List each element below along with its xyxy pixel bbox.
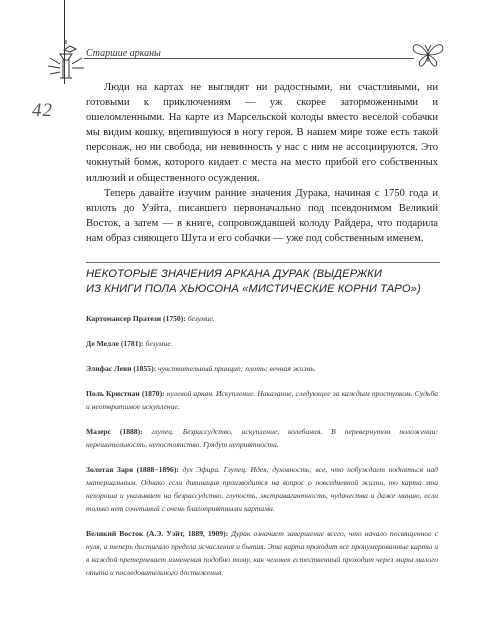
list-item: [86, 312, 438, 325]
entry-author: Элифас Леви (1855):: [86, 364, 157, 373]
list-item: [86, 463, 438, 515]
heading-line: НЕКОТОРЫЕ ЗНАЧЕНИЯ АРКАНА ДУРАК (ВЫДЕРЖКИ: [86, 268, 382, 280]
entry-meaning: чувствительный принцип; плоть; вечная жизнь.: [158, 364, 316, 373]
entry-author: Мазерс (1888):: [86, 427, 143, 436]
section-separator: [86, 262, 440, 263]
page-number: 42: [32, 100, 53, 121]
list-item: [86, 425, 438, 451]
butterfly-ornament-icon: [412, 42, 444, 68]
list-item: [86, 337, 438, 350]
paragraph: Теперь давайте изучим ранние значения Дурака, начиная с 1750 года и вплоть до Уэйта, писавшего первоначально под псевдонимом Великий Восток, а затем — в книге, сопровождавшей колоду Райдера, что подарила нам образ сияющего Шута и его собачки — уже под собственным именем.: [86, 187, 438, 244]
lamp-ornament-icon: [30, 40, 84, 90]
entry-meaning: Дурак означает завершение всего, что начало посвященное с нуля, а теперь достигало предела исчисления и бытия. Эта карта проходит все пронумерованные карты и в каждой претерпевает изменения подобно тому, как человек естественный проходит через миры малого опыта и последовательного достижения.: [86, 529, 438, 577]
running-header: Старшие арканы: [86, 48, 161, 59]
entry-meaning: нулевой аркан. Искупление. Наказание, следующее за каждым проступком. Судьба и неотвратимое искупление.: [86, 389, 438, 411]
list-item: [86, 387, 438, 413]
heading-line: ИЗ КНИГИ ПОЛА ХЬЮСОНА «МИСТИЧЕСКИЕ КОРНИ ТАРО»): [86, 283, 421, 295]
paragraph: Люди на картах не выглядят ни радостными, ни счастливыми, ни готовыми к приключениям — уж скорее заторможенными и ошеломленными. На карте из Марсельской колоды вместо веселой собачки мы видим кошку, вцепившуюся в ногу героя. В нашем мире тоже есть такой персонаж, но ни свобода, ни невинность у нас с ним не ассоциируются. Это чокнутый бомж, которого кидает с места на место прибой его собственных иллюзий и общественного осуждения.: [86, 82, 438, 184]
entry-meaning: безумие.: [145, 339, 173, 348]
list-item: [86, 527, 438, 579]
entry-meaning: глупец. Безрассудство, искупление, колебания. В перевернутом положении: нерешительность, непостоянство. Грядут неприятности.: [86, 427, 438, 449]
section-heading: [86, 267, 446, 297]
entry-author: Де Мелле (1781):: [86, 339, 144, 348]
entry-author: Поль Кристиан (1870):: [86, 389, 165, 398]
meanings-list: [86, 312, 438, 591]
list-item: [86, 362, 438, 375]
entry-author: Золотая Заря (1888−1896):: [86, 465, 179, 474]
body-text: [86, 80, 438, 246]
entry-author: Великий Восток (А.Э. Уэйт, 1889, 1909):: [86, 529, 229, 538]
entry-author: Картомансер Пратези (1750):: [86, 314, 186, 323]
entry-meaning: дух Эфира. Глупец. Идея, духовность; все, что побуждает подняться над материальным. Однако если дивинация производится на вопрос о повседневной жизни, то карта эта нехороша и указывает на безрассудство, глупость, экстравагантность, чудачества и даже манию, если только нет сочетаний с очень благоприятными картами.: [86, 465, 438, 513]
entry-meaning: безумие.: [187, 314, 215, 323]
